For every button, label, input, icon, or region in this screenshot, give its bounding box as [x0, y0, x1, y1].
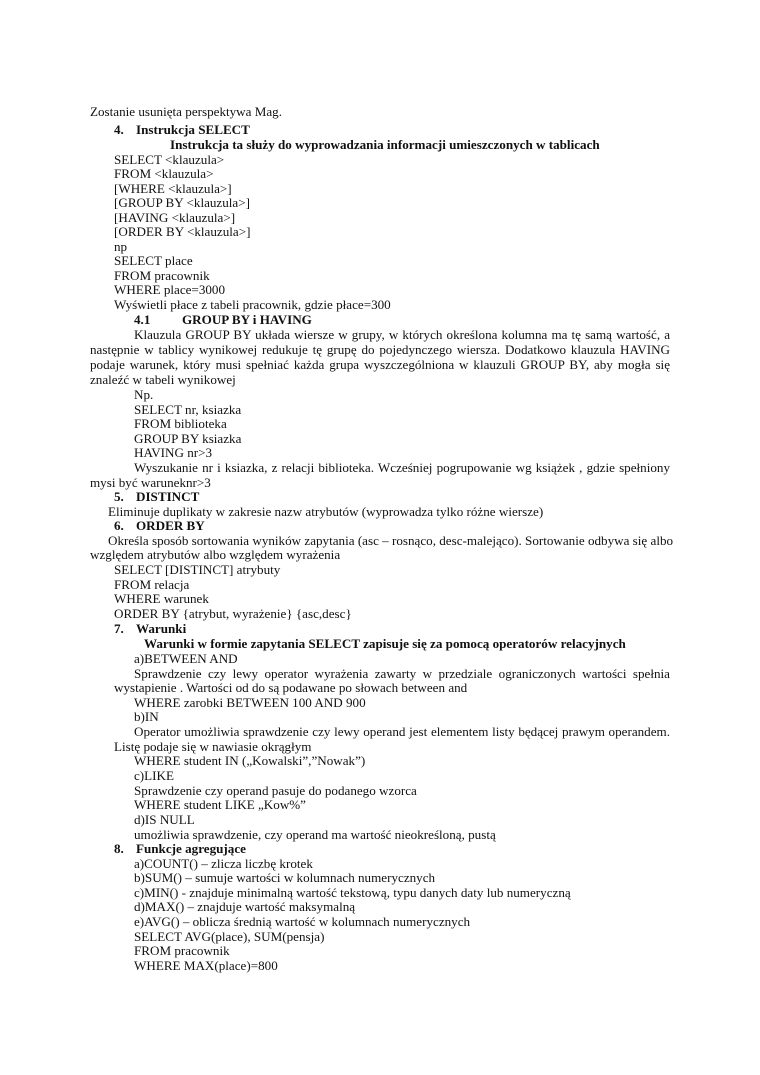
condition-text: Operator umożliwia sprawdzenie czy lewy operand jest elementem listy będącej prawym operandem. [134, 724, 670, 739]
syntax-line: [GROUP BY <klauzula>] [114, 195, 250, 210]
list-item: a)COUNT() – zlicza liczbę krotek [134, 856, 313, 871]
explanation-line: Wyszukanie nr i ksiazka, z relacji biblioteka. Wcześniej pogrupowanie wg książek , gdzie spełniony [134, 460, 670, 475]
explanation-line: mysi być waruneknr>3 [90, 475, 211, 490]
condition-text: umożliwia sprawdzenie, czy operand ma wartość nieokreśloną, pustą [134, 827, 496, 842]
example-label: np [114, 239, 128, 254]
section-7-subtitle: Warunki w formie zapytania SELECT zapisuje się za pomocą operatorów relacyjnych [144, 636, 626, 651]
condition-title: a)BETWEEN AND [134, 651, 238, 666]
section-4-subtitle: Instrukcja ta służy do wyprowadzania informacji umieszczonych w tablicach [170, 137, 600, 152]
list-item: b)SUM() – sumuje wartości w kolumnach numerycznych [134, 870, 436, 885]
code-line: SELECT nr, ksiazka [134, 402, 242, 417]
condition-title: d)IS NULL [134, 812, 195, 827]
condition-title: c)LIKE [134, 768, 174, 783]
condition-text: Listę podaje się w nawiasie okrągłym [114, 739, 312, 754]
paragraph-line: następnie w tablicy wynikowej redukuje tę grupę do pojedynczego wiersza. Dodatkowo klauzula HAVING [90, 342, 670, 357]
syntax-line: FROM relacja [114, 577, 190, 592]
explanation-line: Wyświetli płace z tabeli pracownik, gdzie płace=300 [114, 297, 391, 312]
code-line: HAVING nr>3 [134, 445, 213, 460]
section-5-number: 5. [114, 489, 124, 504]
syntax-line: ORDER BY {atrybut, wyrażenie} {asc,desc} [114, 606, 352, 621]
syntax-line: [ORDER BY <klauzula>] [114, 224, 251, 239]
condition-title: b)IN [134, 709, 159, 724]
intro-line: Zostanie usunięta perspektywa Mag. [90, 104, 282, 119]
section-4-1-heading [134, 312, 312, 327]
code-line: WHERE MAX(place)=800 [134, 958, 278, 973]
code-line: FROM biblioteka [134, 416, 227, 431]
paragraph-line: Klauzula GROUP BY układa wiersze w grupy, w których określona kolumna ma tę samą wartość, a [134, 327, 670, 342]
paragraph-line: podaje warunek, który musi spełniać każda grupa wyszczególniona w klauzuli GROUP BY, aby mogła się [90, 357, 670, 372]
code-line: WHERE zarobki BETWEEN 100 AND 900 [134, 695, 366, 710]
section-8-title: Funkcje agregujące [136, 841, 246, 856]
list-item: d)MAX() – znajduje wartość maksymalną [134, 899, 356, 914]
syntax-line: [HAVING <klauzula>] [114, 210, 236, 225]
section-6-heading [114, 518, 205, 533]
list-item: c)MIN() - znajduje minimalną wartość tekstową, typu danych daty lub numeryczną [134, 885, 571, 900]
section-7-heading [114, 621, 186, 636]
condition-text: Sprawdzenie czy lewy operator wyrażenia zawarty w przedziale ograniczonych wartości spełnia [134, 666, 670, 681]
section-7-title: Warunki [136, 621, 187, 636]
syntax-line: FROM <klauzula> [114, 166, 214, 181]
section-5-text: Eliminuje duplikaty w zakresie nazw atrybutów (wyprowadza tylko różne wiersze) [108, 504, 544, 519]
code-line: FROM pracownik [134, 943, 230, 958]
syntax-line: SELECT <klauzula> [114, 152, 225, 167]
code-line: SELECT AVG(place), SUM(pensja) [134, 929, 325, 944]
code-line: SELECT place [114, 253, 193, 268]
syntax-line: [WHERE <klauzula>] [114, 181, 232, 196]
section-7-number: 7. [114, 621, 124, 636]
example-label: Np. [134, 387, 154, 402]
code-line: WHERE student LIKE „Kow%” [134, 797, 306, 812]
section-4-1-number: 4.1 [134, 312, 151, 327]
condition-text: Sprawdzenie czy operand pasuje do podanego wzorca [134, 783, 417, 798]
paragraph-line: znaleźć w tabeli wynikowej [90, 372, 236, 387]
code-line: WHERE place=3000 [114, 282, 226, 297]
section-8-number: 8. [114, 841, 124, 856]
code-line: FROM pracownik [114, 268, 210, 283]
section-6-text: względem atrybutów albo względem wyrażenia [90, 547, 341, 562]
section-4-number: 4. [114, 122, 124, 137]
section-6-title: ORDER BY [136, 518, 205, 533]
syntax-line: SELECT [DISTINCT] atrybuty [114, 562, 281, 577]
section-8-heading [114, 841, 246, 856]
section-6-number: 6. [114, 518, 124, 533]
section-4-heading [114, 122, 250, 137]
list-item: e)AVG() – oblicza średnią wartość w kolumnach numerycznych [134, 914, 471, 929]
section-4-1-title: GROUP BY i HAVING [182, 312, 312, 327]
section-4-title: Instrukcja SELECT [136, 122, 250, 137]
code-line: WHERE student IN („Kowalski”,”Nowak”) [134, 753, 366, 768]
condition-text: wystapienie . Wartości od do są podawane po słowach between and [114, 680, 468, 695]
section-6-text: Określa sposób sortowania wyników zapytania (asc – rosnąco, desc-malejąco). Sortowanie odbywa się albo [108, 533, 674, 548]
section-5-title: DISTINCT [136, 489, 200, 504]
section-5-heading [114, 489, 199, 504]
syntax-line: WHERE warunek [114, 591, 209, 606]
code-line: GROUP BY ksiazka [134, 431, 242, 446]
